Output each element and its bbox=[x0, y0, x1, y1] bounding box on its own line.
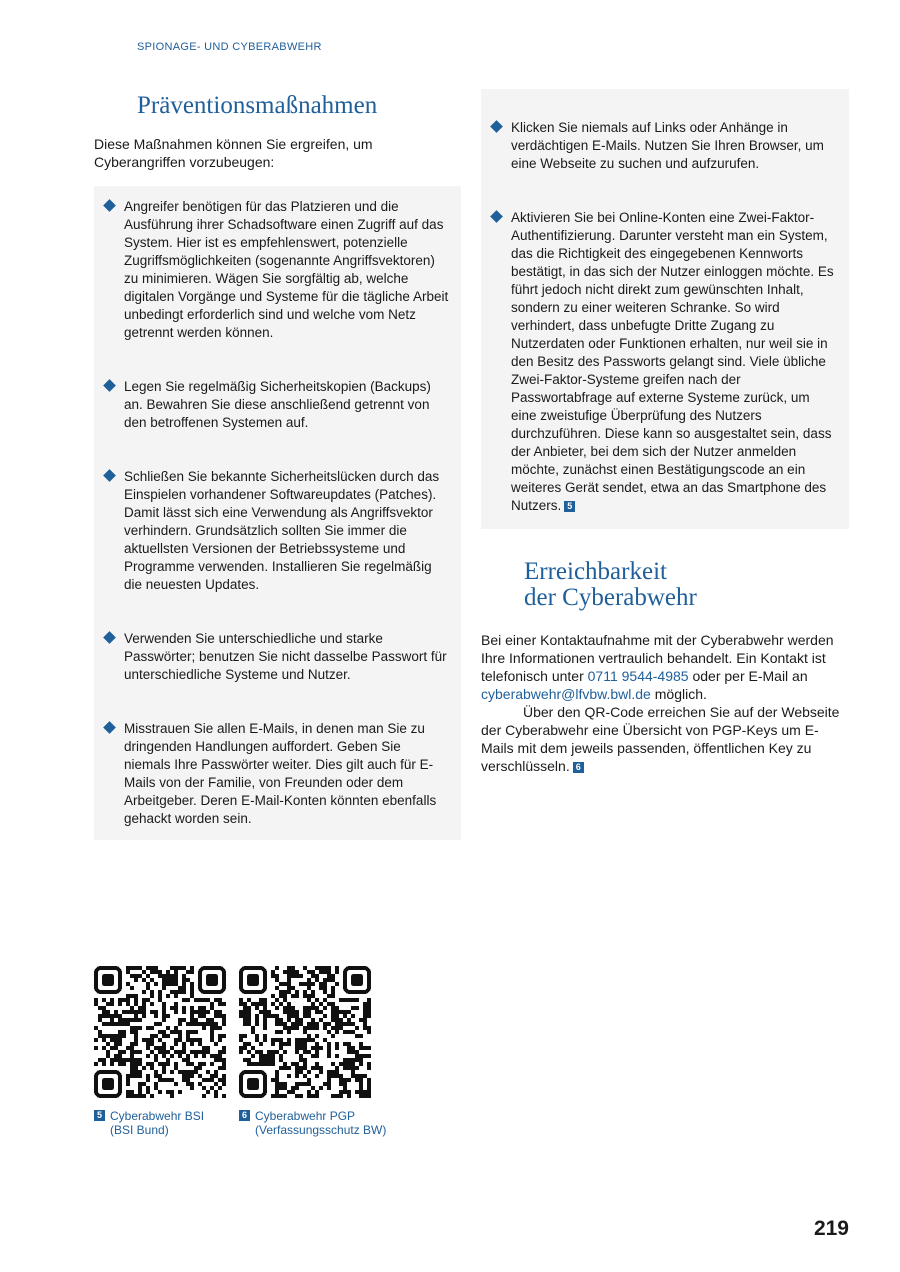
reference-badge: 5 bbox=[94, 1110, 105, 1121]
bullet-text: Angreifer benötigen für das Platzieren und die Ausführung ihrer Schadsoftware einen Zugriff auf das System. Hier ist es empfehlenswert, potenzielle Zugriffsmöglichkeiten (sogenannte Angriffsvektoren) zu minimieren. Wägen Sie sorgfältig ab, welche digitalen Vorgänge und Systeme für die tägliche Arbeit unbedingt erforderlich sind und welche vom Netz getrennt werden können. bbox=[124, 199, 449, 340]
bullet-list-right bbox=[489, 119, 837, 515]
reachability-heading bbox=[481, 559, 849, 611]
qr-code-bsi[interactable] bbox=[94, 966, 226, 1098]
qr-caption-line2: (Verfassungsschutz BW) bbox=[255, 1123, 387, 1137]
bullet-list-left bbox=[102, 198, 449, 828]
diamond-bullet-icon bbox=[103, 469, 116, 482]
qr-block-bsi bbox=[94, 966, 226, 1137]
right-column bbox=[481, 89, 849, 775]
bullet-item bbox=[489, 119, 837, 173]
running-head: SPIONAGE- UND CYBERABWEHR bbox=[137, 41, 322, 53]
bullet-item bbox=[489, 209, 837, 515]
bullet-text: Klicken Sie niemals auf Links oder Anhänge in verdächtigen E-Mails. Nutzen Sie Ihren Browser, um eine Webseite zu suchen und aufzurufen. bbox=[511, 120, 824, 171]
qr-paragraph bbox=[481, 703, 849, 775]
left-column bbox=[94, 93, 461, 840]
contact-text-start: Bei einer Kontaktaufnahme mit der Cyberabwehr werden Ihre Informationen vertraulich behandelt. Ein Kontakt ist telefonisch unter bbox=[481, 632, 834, 684]
email-link[interactable]: cyberabwehr@lfvbw.bwl.de bbox=[481, 686, 651, 702]
bullet-text: Schließen Sie bekannte Sicherheitslücken durch das Einspielen vorhandener Softwareupdates (Patches). Damit lässt sich eine Verwendung als Angriffsvektor verhindern. Grundsätzlich sollten Sie immer die aktuellsten Versionen der Betriebssysteme und Programme verwenden. Installieren Sie regelmäßig die neuesten Updates. bbox=[124, 469, 440, 592]
bullet-item bbox=[102, 468, 449, 594]
bullet-item bbox=[102, 378, 449, 432]
bullet-text: Aktivieren Sie bei Online-Konten eine Zwei-Faktor-Authentifizierung. Darunter versteht man ein System, das die Richtigkeit des eingegebenen Kennworts bestätigt, in das sich der Nutzer einloggen möchte. Es führt jedoch nicht direkt zum gewünschten Inhalt, sondern zu einer weiteren Schranke. So wird verhindert, dass unbefugte Dritte Zugang zu Nutzerdaten oder Funktionen erhalten, nur weil sie in den Besitz des Passworts gelangt sind. Viele übliche Zwei-Faktor-Systeme greifen nach der Passwortabfrage auf externe Systeme zurück, um eine zweistufige Überprüfung des Nutzers durchzuführen. Diese kann so ausgestaltet sein, dass der Anbieter, bei dem sich der Nutzer anmelden möchte, zunächst einen Bestätigungscode an ein weiteres Gerät sendet, etwa an das Smartphone des Nutzers. bbox=[511, 210, 834, 513]
qr-caption bbox=[239, 1109, 386, 1137]
diamond-bullet-icon bbox=[103, 631, 116, 644]
bullet-item bbox=[102, 198, 449, 342]
reachability-heading-line2: der Cyberabwehr bbox=[524, 584, 697, 611]
qr-caption bbox=[94, 1109, 226, 1137]
reference-badge[interactable]: 5 bbox=[564, 501, 575, 512]
reference-badge[interactable]: 6 bbox=[573, 762, 584, 773]
contact-text-middle: oder per E-Mail an bbox=[688, 668, 808, 684]
prevention-heading: Präventionsmaßnahmen bbox=[137, 92, 378, 119]
bullet-item bbox=[102, 720, 449, 828]
diamond-bullet-icon bbox=[103, 721, 116, 734]
diamond-bullet-icon bbox=[103, 199, 116, 212]
bullet-text: Misstrauen Sie allen E-Mails, in denen man Sie zu dringenden Handlungen auffordert. Geben Sie niemals Ihre Passwörter weiter. Dies gilt auch für E-Mails von der Familie, von Freunden oder dem Arbeitgeber. Deren E-Mail-Konten könnten ebenfalls gehackt worden sein. bbox=[124, 721, 437, 826]
contact-paragraph bbox=[481, 631, 849, 703]
bullet-text: Legen Sie regelmäßig Sicherheitskopien (Backups) an. Bewahren Sie diese anschließend getrennt von den betroffenen Systemen auf. bbox=[124, 379, 431, 430]
qr-caption-line2: (BSI Bund) bbox=[110, 1123, 169, 1137]
diamond-bullet-icon bbox=[103, 379, 116, 392]
diamond-bullet-icon bbox=[490, 210, 503, 223]
prevention-box-left bbox=[94, 186, 461, 840]
qr-caption-line1: Cyberabwehr PGP bbox=[255, 1109, 356, 1123]
contact-text-end: möglich. bbox=[650, 686, 707, 702]
page-number: 219 bbox=[813, 1217, 849, 1240]
prevention-intro: Diese Maßnahmen können Sie ergreifen, um Cyberangriffen vorzubeugen: bbox=[94, 136, 373, 170]
reference-badge: 6 bbox=[239, 1110, 250, 1121]
qr-paragraph-text: Über den QR-Code erreichen Sie auf der Webseite der Cyberabwehr eine Übersicht von PGP-Keys um E-Mails mit dem jeweils passenden, öffentlichen Key zu verschlüsseln. bbox=[481, 704, 840, 774]
phone-link[interactable]: 0711 9544-4985 bbox=[587, 668, 689, 684]
diamond-bullet-icon bbox=[490, 120, 503, 133]
prevention-box-right bbox=[481, 89, 849, 529]
reachability-heading-line1: Erreichbarkeit bbox=[524, 558, 667, 585]
qr-block-pgp bbox=[239, 966, 386, 1137]
bullet-item bbox=[102, 630, 449, 684]
qr-code-pgp[interactable] bbox=[239, 966, 371, 1098]
qr-caption-line1: Cyberabwehr BSI bbox=[110, 1109, 205, 1123]
bullet-text: Verwenden Sie unterschiedliche und starke Passwörter; benutzen Sie nicht dasselbe Passwort für unterschiedliche Systeme und Nutzer. bbox=[124, 631, 447, 682]
